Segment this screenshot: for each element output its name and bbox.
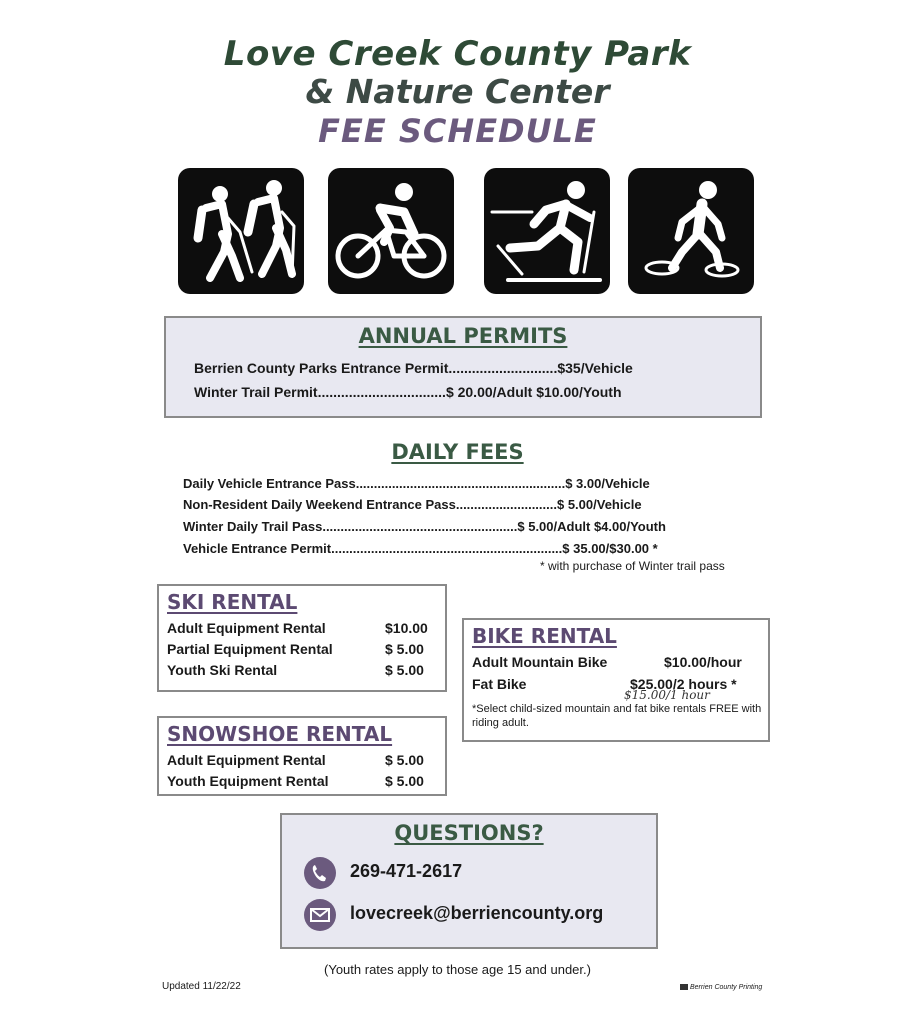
bike-adult-price: $10.00/hour bbox=[664, 654, 742, 670]
bike-adult-row: Adult Mountain Bike bbox=[472, 654, 608, 670]
cross-country-ski-icon bbox=[484, 168, 610, 294]
printer-credit: Berrien County Printing bbox=[680, 984, 762, 991]
park-subtitle: & Nature Center bbox=[305, 72, 610, 111]
snowshoe-adult-row: Adult Equipment Rental $ 5.00 bbox=[167, 752, 424, 768]
updated-date: Updated 11/22/22 bbox=[162, 981, 241, 992]
fat-bike-row: Fat Bike bbox=[472, 676, 527, 692]
printer-logo-icon bbox=[680, 984, 688, 990]
winter-daily-trail-pass-row: Winter Daily Trail Pass......................................................$ 5.00/Adult $4.00/Youth bbox=[183, 519, 666, 534]
daily-fees-footnote: * with purchase of Winter trail pass bbox=[540, 559, 725, 573]
snowshoe-rental-box bbox=[157, 716, 447, 796]
questions-panel bbox=[280, 813, 658, 949]
fee-schedule-title: FEE SCHEDULE bbox=[318, 112, 597, 150]
non-resident-pass-row: Non-Resident Daily Weekend Entrance Pass............................$ 5.00/Vehicle bbox=[183, 497, 642, 512]
annual-permit-row: Berrien County Parks Entrance Permit............................$35/Vehicle bbox=[194, 360, 633, 376]
snowshoe-youth-row: Youth Equipment Rental $ 5.00 bbox=[167, 773, 424, 789]
handwritten-rate: $15.00/1 hour bbox=[624, 688, 710, 702]
ski-rental-box bbox=[157, 584, 447, 692]
daily-vehicle-pass-row: Daily Vehicle Entrance Pass..........................................................$ 3.00/Vehicle bbox=[183, 476, 650, 491]
vehicle-entrance-permit-row: Vehicle Entrance Permit................................................................$ 35.00/$30.00 * bbox=[183, 541, 658, 556]
ski-rental-heading: SKI RENTAL bbox=[167, 590, 298, 614]
winter-trail-permit-price: $ 20.00/Adult $10.00/Youth bbox=[445, 384, 622, 400]
email-icon bbox=[304, 899, 336, 931]
phone-icon bbox=[304, 857, 336, 889]
ski-youth-row: Youth Ski Rental $ 5.00 bbox=[167, 662, 424, 678]
questions-heading: QUESTIONS? bbox=[394, 821, 544, 845]
winter-trail-permit-row: Winter Trail Permit.................................$ 20.00/Adult $10.00/Youth bbox=[194, 384, 622, 400]
snowshoe-rental-heading: SNOWSHOE RENTAL bbox=[167, 722, 393, 746]
annual-permit-price: $35/Vehicle bbox=[557, 360, 633, 376]
hiking-icon bbox=[178, 168, 304, 294]
ski-partial-row: Partial Equipment Rental $ 5.00 bbox=[167, 641, 424, 657]
youth-rate-note: (Youth rates apply to those age 15 and under.) bbox=[324, 962, 591, 977]
park-title: Love Creek County Park bbox=[223, 34, 692, 74]
ski-adult-row: Adult Equipment Rental $10.00 bbox=[167, 620, 428, 636]
bike-rental-box bbox=[462, 618, 770, 742]
email-address[interactable]: lovecreek@berriencounty.org bbox=[350, 903, 604, 923]
fat-bike-price: $25.00/2 hours * bbox=[630, 676, 737, 692]
bike-rental-note: *Select child-sized mountain and fat bike rentals FREE with riding adult. bbox=[472, 703, 762, 729]
snowshoe-icon bbox=[628, 168, 754, 294]
bike-rental-heading: BIKE RENTAL bbox=[472, 624, 617, 648]
annual-permits-panel bbox=[164, 316, 762, 418]
phone-number[interactable]: 269-471-2617 bbox=[350, 861, 463, 881]
daily-fees-heading: DAILY FEES bbox=[391, 440, 524, 464]
bicycle-icon bbox=[328, 168, 454, 294]
annual-permits-heading: ANNUAL PERMITS bbox=[358, 324, 568, 348]
